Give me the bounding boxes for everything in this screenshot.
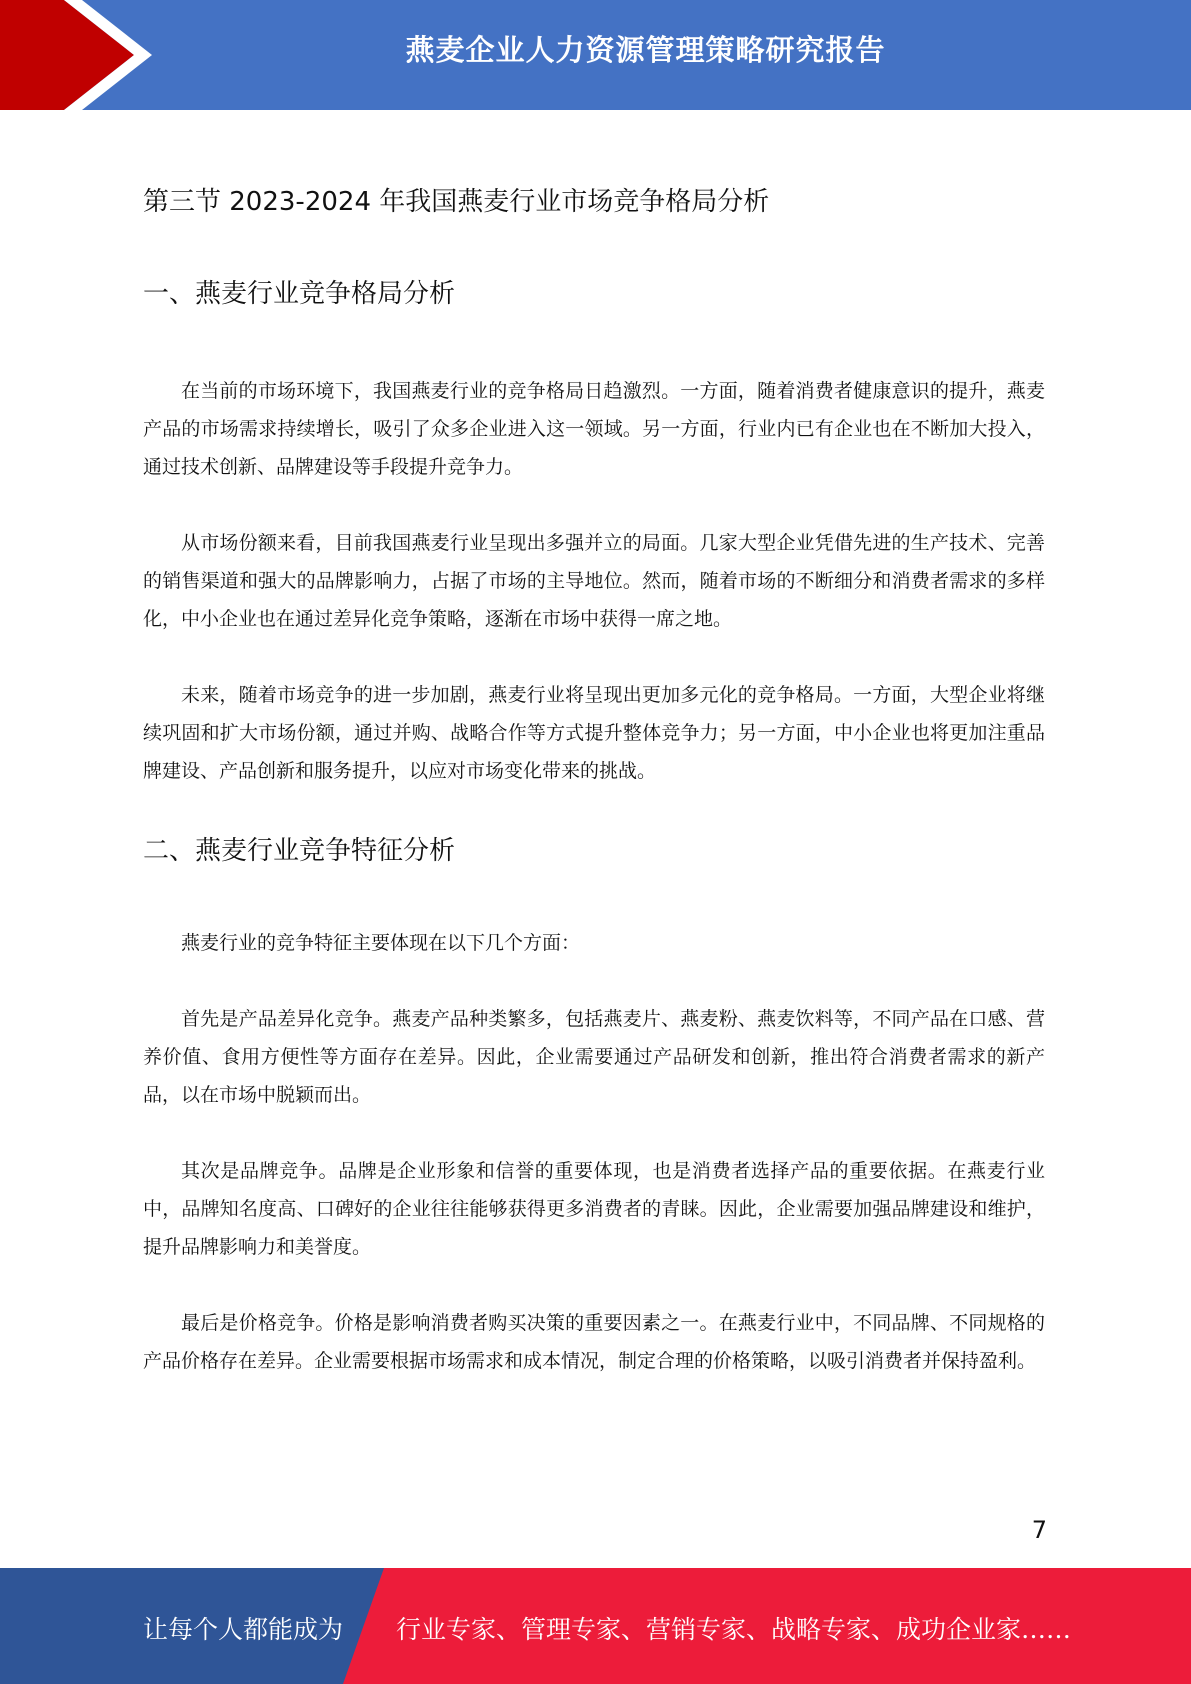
report-title: 燕麦企业人力资源管理策略研究报告 [405,33,886,67]
paragraph: 燕麦行业的竞争特征主要体现在以下几个方面： [181,932,581,954]
paragraph: 最后是价格竞争。价格是影响消费者购买决策的重要因素之一。在燕麦行业中，不同品牌、不同规格的产品价格存在差异。企业需要根据市场需求和成本情况，制定合理的价格策略，以吸引消费者并保持盈利。 [143,1312,1045,1372]
paragraph: 未来，随着市场竞争的进一步加剧，燕麦行业将呈现出更加多元化的竞争格局。一方面，大型企业将继续巩固和扩大市场份额，通过并购、战略合作等方式提升整体竞争力；另一方面，中小企业也将更加注重品牌建设、产品创新和服务提升，以应对市场变化带来的挑战。 [143,684,1045,782]
paragraph: 首先是产品差异化竞争。燕麦产品种类繁多，包括燕麦片、燕麦粉、燕麦饮料等，不同产品在口感、营养价值、食用方便性等方面存在差异。因此，企业需要通过产品研发和创新，推出符合消费者需求的新产品，以在市场中脱颖而出。 [143,1008,1045,1106]
part2-heading: 二、燕麦行业竞争特征分析 [143,836,456,866]
section-title: 第三节 2023-2024 年我国燕麦行业市场竞争格局分析 [143,187,770,217]
page-header [0,0,1191,110]
paragraph: 其次是品牌竞争。品牌是企业形象和信誉的重要体现，也是消费者选择产品的重要依据。在燕麦行业中，品牌知名度高、口碑好的企业往往能够获得更多消费者的青睐。因此，企业需要加强品牌建设和维护，提升品牌影响力和美誉度。 [143,1160,1045,1258]
page-content [143,170,1045,1380]
page-number: 7 [1031,1516,1047,1544]
header-arrow-decoration [0,0,160,110]
footer-slogan-right: 行业专家、管理专家、营销专家、战略专家、成功企业家…… [396,1615,1072,1644]
footer-slogan-left: 让每个人都能成为 [143,1615,344,1644]
paragraph: 从市场份额来看，目前我国燕麦行业呈现出多强并立的局面。几家大型企业凭借先进的生产技术、完善的销售渠道和强大的品牌影响力，占据了市场的主导地位。然而，随着市场的不断细分和消费者需求的多样化，中小企业也在通过差异化竞争策略，逐渐在市场中获得一席之地。 [143,532,1045,630]
part1-heading: 一、燕麦行业竞争格局分析 [143,279,456,309]
page-footer [0,1568,1191,1684]
paragraph: 在当前的市场环境下，我国燕麦行业的竞争格局日趋激烈。一方面，随着消费者健康意识的提升，燕麦产品的市场需求持续增长，吸引了众多企业进入这一领域。另一方面，行业内已有企业也在不断加大投入，通过技术创新、品牌建设等手段提升竞争力。 [143,380,1045,478]
